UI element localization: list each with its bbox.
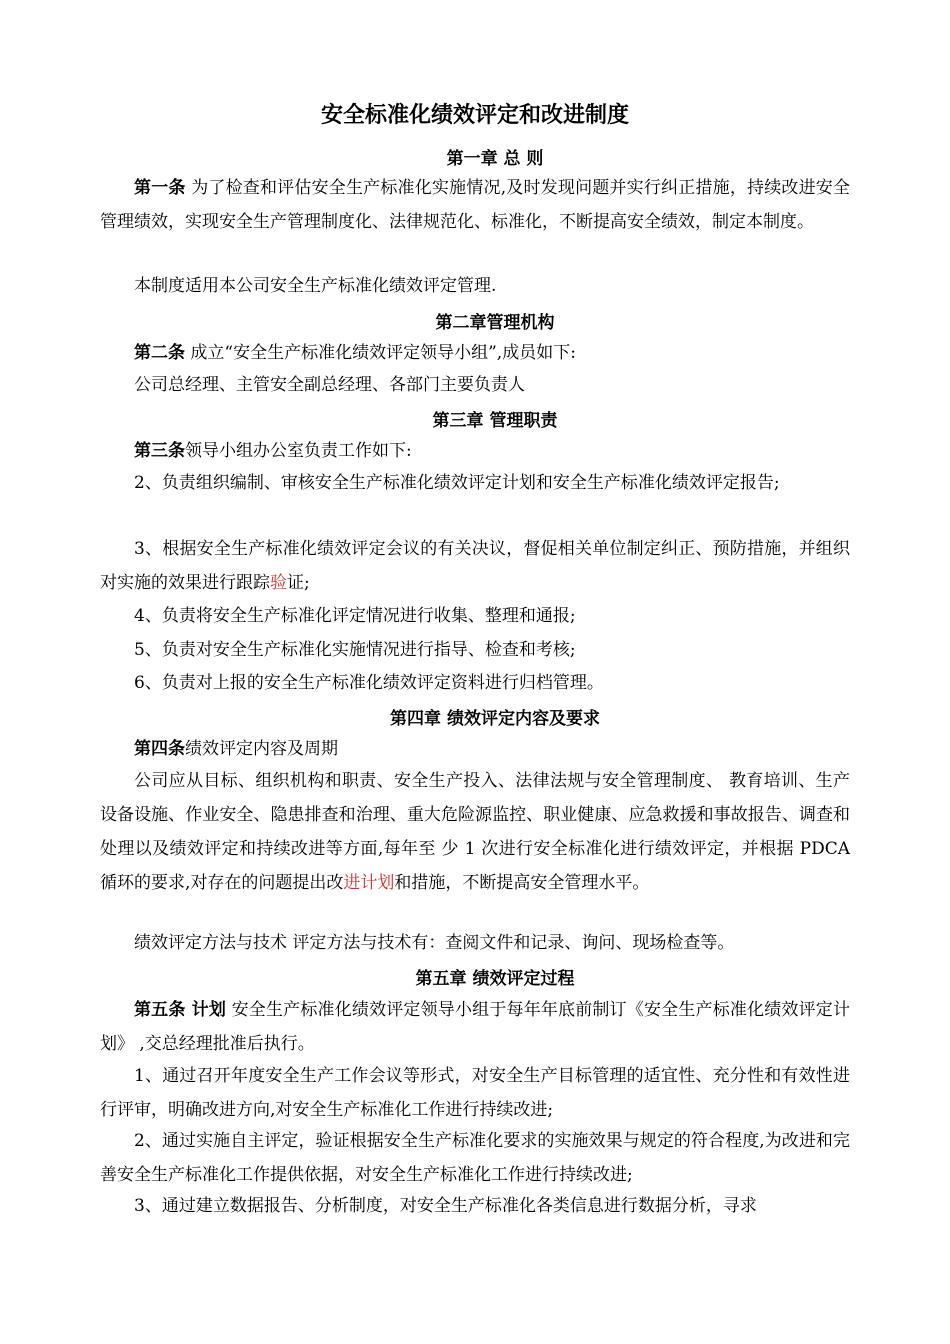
duty-item-4: 4、负责将安全生产标准化评定情况进行收集、整理和通报; xyxy=(134,606,576,626)
evaluation-content-paragraph xyxy=(100,764,850,900)
article-5-text: 安全生产标准化绩效评定领导小组于每年年底前制订《安全生产标准化绩效评定计划》 ,交总经理批准后执行。 xyxy=(100,1000,850,1054)
duty-item-6: 6、负责对上报的安全生产标准化绩效评定资料进行归档管理。 xyxy=(134,673,604,693)
duty-item-3-text-b: 证; xyxy=(287,573,310,593)
chapter-4-heading: 第四章 绩效评定内容及要求 xyxy=(390,709,600,729)
article-3-text: 领导小组办公室负责工作如下: xyxy=(185,441,412,461)
article-3 xyxy=(100,434,850,468)
article-1 xyxy=(100,171,850,239)
article-1-label: 第一条 xyxy=(134,178,186,198)
article-2 xyxy=(100,336,850,370)
scope-paragraph: 本制度适用本公司安全生产标准化绩效评定管理. xyxy=(134,276,497,296)
article-2-label: 第二条 xyxy=(134,343,185,363)
chapter-1-heading: 第一章 总 则 xyxy=(446,149,544,169)
article-2-text: 成立“安全生产标准化绩效评定领导小组”,成员如下: xyxy=(185,343,576,363)
process-item-3: 3、通过建立数据报告、分析制度，对安全生产标准化各类信息进行数据分析，寻求 xyxy=(134,1196,757,1216)
process-item-2: 2、通过实施自主评定，验证根据安全生产标准化要求的实施效果与规定的符合程度,为改进和完善安全生产标准化工作提供依据，对安全生产标准化工作进行持续改进; xyxy=(100,1131,850,1185)
chapter-3-heading: 第三章 管理职责 xyxy=(432,411,558,431)
article-4 xyxy=(100,732,850,766)
article-5 xyxy=(100,993,850,1061)
chapter-5-heading: 第五章 绩效评定过程 xyxy=(415,969,575,989)
chapter-2-heading: 第二章管理机构 xyxy=(435,313,555,333)
article-4-text: 绩效评定内容及周期 xyxy=(185,739,338,759)
article-1-text: 为了检查和评估安全生产标准化实施情况,及时发现问题并实行纠正措施，持续改进安全管理绩效，实现安全生产管理制度化、法律规范化、标准化，不断提高安全绩效，制定本制度。 xyxy=(100,178,851,232)
article-3-label: 第三条 xyxy=(134,441,185,461)
evaluation-content-highlight: 进计划 xyxy=(343,873,395,893)
duty-item-3-highlight: 验 xyxy=(270,573,287,593)
duty-item-3-text-a: 3、根据安全生产标准化绩效评定会议的有关决议，督促相关单位制定纠正、预防措施，并组织对实施的效果进行跟踪 xyxy=(100,539,850,593)
process-item-1: 1、通过召开年度安全生产工作会议等形式，对安全生产目标管理的适宜性、充分性和有效性进行评审，明确改进方向,对安全生产标准化工作进行持续改进; xyxy=(100,1066,850,1120)
duty-item-5: 5、负责对安全生产标准化实施情况进行指导、检查和考核; xyxy=(134,640,576,660)
duty-item-2: 2、负责组织编制、审核安全生产标准化绩效评定计划和安全生产标准化绩效评定报告; xyxy=(134,473,780,493)
article-4-label: 第四条 xyxy=(134,739,185,759)
document-title: 安全标准化绩效评定和改进制度 xyxy=(320,103,629,128)
evaluation-content-text-a: 公司应从目标、组织机构和职责、安全生产投入、法律法规与安全管理制度、 教育培训、生产设备设施、作业安全、隐患排查和治理、重大危险源监控、职业健康、应急救援和事故报告、调查和处理以及绩效评定和持续改进等方面,每年至 少 1 次进行安全标准化进行绩效评定，并根据 PDCA 循环的要求,对存在的问题提出改 xyxy=(100,771,850,893)
duty-item-3 xyxy=(100,532,850,600)
evaluation-content-text-b: 和措施，不断提高安全管理水平。 xyxy=(394,873,650,893)
article-5-label: 第五条 计划 xyxy=(134,1000,227,1020)
evaluation-method-paragraph: 绩效评定方法与技术 评定方法与技术有：查阅文件和记录、询问、现场检查等。 xyxy=(134,933,735,953)
members-paragraph: 公司总经理、主管安全副总经理、各部门主要负责人 xyxy=(134,375,525,395)
